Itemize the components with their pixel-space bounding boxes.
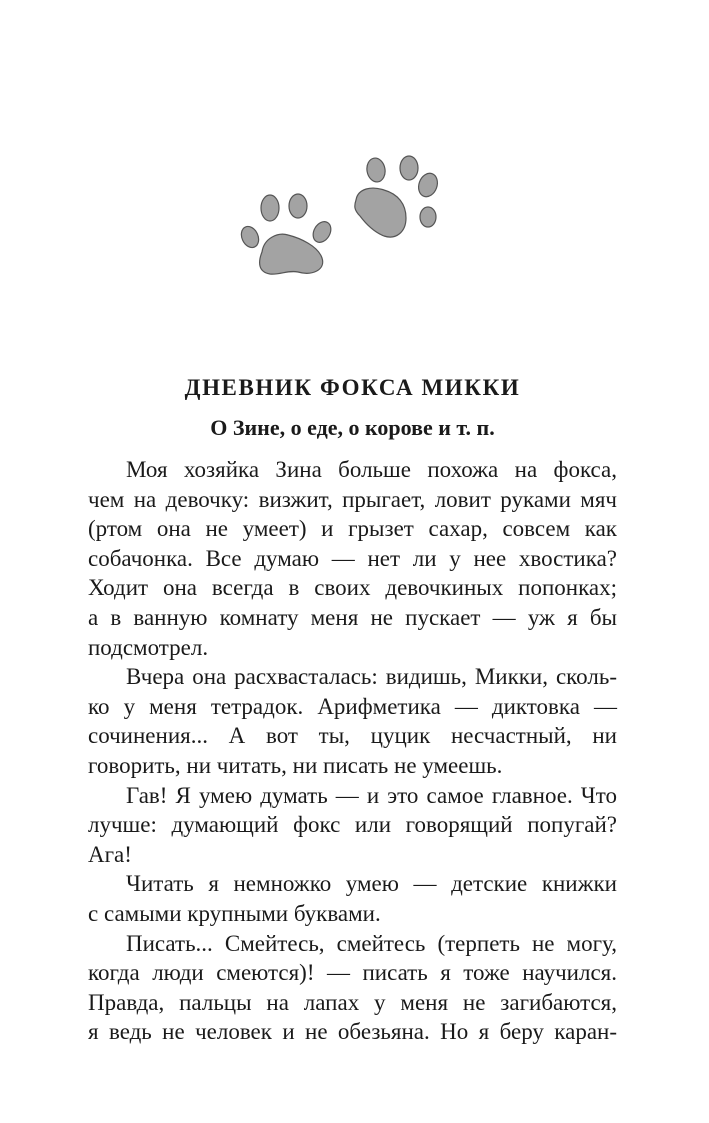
text-line: ко у меня тетрадок. Арифметика — диктовка — (88, 693, 617, 719)
chapter-subtitle: О Зине, о еде, о корове и т. п. (210, 415, 495, 440)
paw-toe (261, 195, 279, 221)
paw-toe (289, 194, 307, 218)
text-line: Ага! (88, 841, 132, 867)
text-line: когда люди смеются)! — писать я тоже научился. (88, 960, 617, 986)
text-line: Моя хозяйка Зина больше похожа на фокса, (126, 457, 617, 482)
text-line: говорить, ни читать, ни писать не умеешь. (88, 752, 503, 778)
text-line: подсмотрел. (88, 634, 209, 660)
text-line: Правда, пальцы на лапах у меня не загибаются, (88, 989, 617, 1015)
paragraph (88, 869, 617, 928)
paw-prints-icon (0, 0, 709, 330)
paw-toe (400, 156, 418, 180)
paw-pad (355, 188, 406, 237)
paw-toe (365, 157, 387, 184)
chapter-title: ДНЕВНИК ФОКСА МИККИ (184, 375, 521, 400)
text-line: собачонка. Все думаю — нет ли у нее хвостика? (88, 545, 617, 571)
paragraph (88, 781, 617, 870)
body-text (88, 455, 617, 1047)
paw-toe (420, 207, 436, 227)
text-line: Ходит она всегда в своих девочкиных попонках; (88, 575, 617, 601)
text-line: чем на девочку: визжит, прыгает, ловит руками мяч (88, 486, 617, 512)
paw-toe (238, 224, 262, 251)
text-line: Гав! Я умею думать — и это самое главное. Что (126, 782, 617, 808)
paragraph (88, 929, 617, 1047)
paw-print-left (238, 194, 334, 274)
text-line: а в ванную комнату меня не пускает — уж я бы (88, 604, 617, 630)
paragraph (88, 662, 617, 780)
text-line: (ртом она не умеет) и грызет сахар, совсем как (88, 516, 617, 542)
text-line: Читать я немножко умею — детские книжки (126, 871, 617, 897)
paragraph (88, 455, 617, 662)
paw-toe (415, 171, 440, 200)
paw-toe (310, 218, 335, 245)
text-line: Вчера она расхвасталась: видишь, Микки, сколь- (126, 664, 617, 690)
paw-pad (260, 234, 323, 274)
paw-print-right (355, 156, 441, 237)
text-line: я ведь не человек и не обезьяна. Но я беру каран- (88, 1019, 617, 1045)
text-line: с самыми крупными буквами. (88, 900, 381, 926)
text-line: Писать... Смейтесь, смейтесь (терпеть не могу, (126, 930, 617, 956)
text-line: сочинения... А вот ты, цуцик несчастный, ни (88, 723, 617, 749)
text-line: лучше: думающий фокс или говорящий попугай? (88, 812, 617, 838)
